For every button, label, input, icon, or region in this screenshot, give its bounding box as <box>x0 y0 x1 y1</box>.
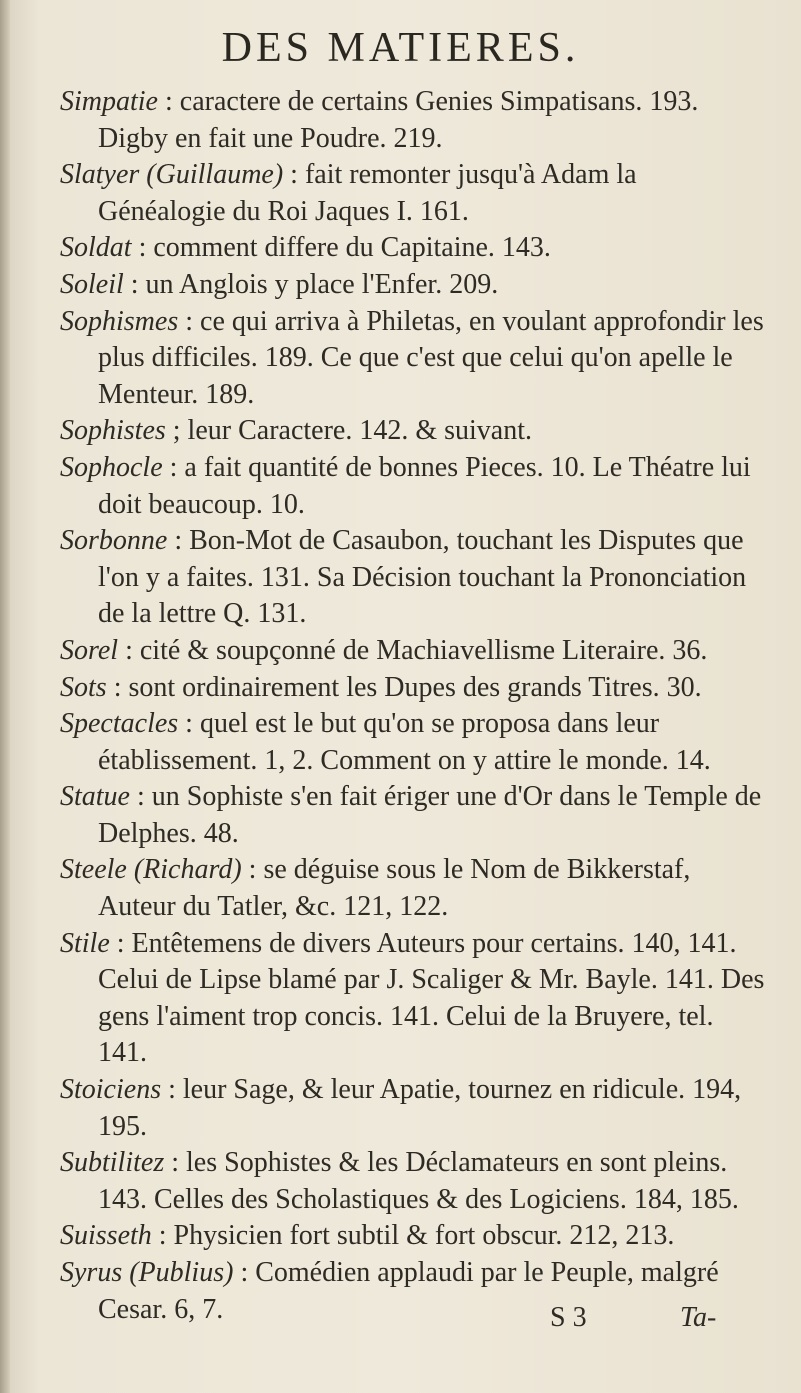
entry-text: : Comédien applaudi par le Peuple, malgré Cesar. 6, 7. <box>98 1257 719 1325</box>
entry-term: Simpatie <box>60 86 158 117</box>
entry-term: Soleil <box>60 268 124 300</box>
entry-text: : un Sophiste s'en fait ériger une d'Or dans le Temple de Delphes. 48. <box>98 781 762 849</box>
entry-text: : a fait quantité de bonnes Pieces. 10. Le Théatre lui doit beaucoup. 10. <box>98 451 751 520</box>
entry-text: : ce qui arriva à Philetas, en voulant approfondir les plus difficiles. 189. Ce que c'est que celui qu'on apelle le Menteur. 189. <box>98 305 764 410</box>
index-entry <box>60 450 765 523</box>
index-entry <box>60 304 765 414</box>
entry-term: Sophistes <box>60 415 166 447</box>
entry-term: Suisseth <box>60 1220 152 1252</box>
index-entry <box>60 84 765 157</box>
entry-term: Sophismes <box>60 305 179 337</box>
index-entries <box>60 84 765 1328</box>
index-entry <box>60 852 765 925</box>
index-entry <box>60 157 765 230</box>
entry-term: Sorel <box>60 634 119 666</box>
index-entry <box>60 1145 765 1218</box>
entry-text: : un Anglois y place l'Enfer. 209. <box>123 268 499 300</box>
index-entry <box>60 230 765 267</box>
page-gutter <box>0 0 10 1393</box>
index-entry <box>60 926 765 1072</box>
entry-term: Spectacles <box>60 708 179 740</box>
entry-text: : se déguise sous le Nom de Bikkerstaf, Auteur du Tatler, &c. 121, 122. <box>98 854 691 923</box>
index-entry <box>60 413 765 450</box>
entry-term: Statue <box>60 781 130 813</box>
entry-text: : Bon-Mot de Casaubon, touchant les Disputes que l'on y a faites. 131. Sa Décision touchant la Prononciation de la lettre Q. 131. <box>98 525 747 630</box>
index-entry <box>60 523 765 633</box>
index-entry <box>60 706 765 779</box>
entry-text: : sont ordinairement les Dupes des grands Titres. 30. <box>106 671 702 703</box>
entry-term: Subtilitez <box>60 1147 165 1179</box>
entry-text: : fait remonter jusqu'à Adam la Généalogie du Roi Jaques I. 161. <box>98 159 637 227</box>
entry-text: : les Sophistes & les Déclamateurs en sont pleins. 143. Celles des Scholastiques & des Logiciens. 184, 185. <box>98 1147 739 1215</box>
entry-text: : caractere de certains Genies Simpatisans. 193. Digby en fait une Poudre. 219. <box>98 86 699 154</box>
entry-text: : leur Sage, & leur Apatie, tournez en ridicule. 194, 195. <box>98 1074 742 1142</box>
entry-term: Sots <box>60 671 107 703</box>
index-entry <box>60 1255 765 1328</box>
index-entry <box>60 779 765 852</box>
entry-text: : comment differe du Capitaine. 143. <box>131 232 551 264</box>
entry-term: Syrus (Publius) <box>60 1257 234 1288</box>
index-entry <box>60 1072 765 1145</box>
entry-term: Slatyer (Guillaume) <box>60 159 284 191</box>
index-entry <box>60 670 765 707</box>
signature-mark: S 3 <box>550 1302 587 1333</box>
entry-term: Stoiciens <box>60 1074 162 1106</box>
entry-term: Sorbonne <box>60 525 168 557</box>
catchword: Ta- <box>680 1302 717 1333</box>
entry-text: : quel est le but qu'on se proposa dans leur établissement. 1, 2. Comment on y attire le monde. 14. <box>98 708 711 776</box>
entry-term: Stile <box>60 927 110 959</box>
entry-text: : Entêtemens de divers Auteurs pour certains. 140, 141. Celui de Lipse blamé par J. Scaliger & Mr. Bayle. 141. Des gens l'aiment trop concis. 141. Celui de la Bruyere, tel. 141. <box>98 927 765 1069</box>
page-header: DES MATIERES. <box>221 25 580 71</box>
entry-text: ; leur Caractere. 142. & suivant. <box>165 415 532 447</box>
index-entry <box>60 1218 765 1255</box>
entry-term: Steele (Richard) <box>60 854 242 886</box>
entry-term: Sophocle <box>60 451 163 483</box>
entry-text: : cité & soupçonné de Machiavellisme Literaire. 36. <box>118 634 708 666</box>
entry-text: : Physicien fort subtil & fort obscur. 212, 213. <box>151 1220 675 1252</box>
entry-term: Soldat <box>60 232 132 264</box>
index-entry <box>60 633 765 670</box>
index-entry <box>60 267 765 304</box>
